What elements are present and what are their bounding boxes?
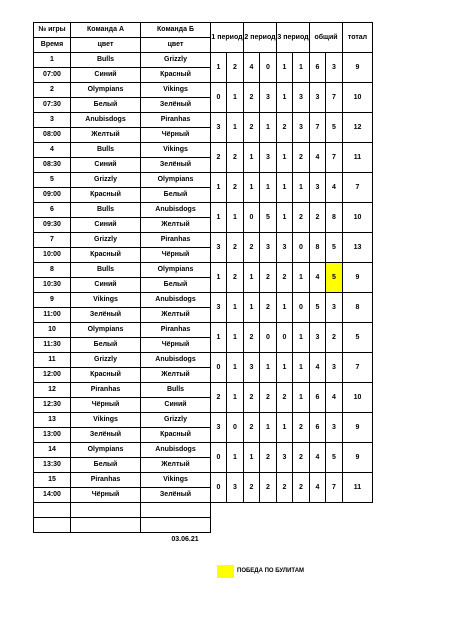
team-b-name: Anubisdogs: [141, 293, 211, 308]
game-row: [34, 413, 373, 428]
team-b-name: Bulls: [141, 383, 211, 398]
score-cell: 3: [227, 473, 244, 503]
score-cell: 2: [293, 203, 310, 233]
game-total: 11: [343, 143, 373, 173]
score-cell: 0: [211, 353, 227, 383]
score-cell: 1: [211, 173, 227, 203]
game-row: [34, 293, 373, 308]
team-b-color: Желтый: [141, 458, 211, 473]
team-a-color: Чёрный: [71, 398, 141, 413]
team-a-name: Olympians: [71, 323, 141, 338]
team-a-color: Красный: [71, 188, 141, 203]
game-total: 7: [343, 353, 373, 383]
score-cell: 5: [326, 443, 343, 473]
score-cell: 2: [260, 473, 277, 503]
score-cell: 3: [293, 83, 310, 113]
game-row: [34, 173, 373, 188]
score-cell: 2: [227, 233, 244, 263]
score-cell: 4: [326, 173, 343, 203]
score-cell: 1: [260, 113, 277, 143]
score-cell: 1: [277, 203, 293, 233]
team-a-color: Синий: [71, 278, 141, 293]
game-time: 07:30: [34, 98, 71, 113]
game-row: [34, 113, 373, 128]
game-row: [34, 263, 373, 278]
score-cell: 3: [310, 323, 326, 353]
score-cell: 3: [326, 413, 343, 443]
score-cell: 0: [293, 233, 310, 263]
game-row: [34, 53, 373, 68]
team-a-color: Белый: [71, 458, 141, 473]
game-total: 9: [343, 413, 373, 443]
score-cell: 1: [227, 353, 244, 383]
score-cell: 1: [211, 53, 227, 83]
team-b-color: Белый: [141, 188, 211, 203]
empty-row: [34, 503, 373, 518]
score-cell: 3: [310, 83, 326, 113]
score-cell: 2: [310, 203, 326, 233]
header-period-1: 1 период: [211, 23, 244, 53]
team-a-name: Piranhas: [71, 383, 141, 398]
game-number: 12: [34, 383, 71, 398]
score-cell: 1: [277, 53, 293, 83]
game-number: 4: [34, 143, 71, 158]
score-cell: 3: [260, 233, 277, 263]
team-a-name: Bulls: [71, 53, 141, 68]
score-cell: 0: [277, 323, 293, 353]
score-cell: 2: [277, 113, 293, 143]
score-cell: 1: [277, 293, 293, 323]
score-cell: 5: [260, 203, 277, 233]
team-b-name: Vikings: [141, 83, 211, 98]
score-cell: 1: [277, 353, 293, 383]
team-b-name: Anubisdogs: [141, 353, 211, 368]
header-row-1: [34, 23, 373, 38]
team-b-name: Vikings: [141, 473, 211, 488]
game-time: 12:00: [34, 368, 71, 383]
game-total: 9: [343, 263, 373, 293]
team-a-name: Vikings: [71, 293, 141, 308]
team-a-color: Синий: [71, 158, 141, 173]
score-cell: 1: [277, 413, 293, 443]
score-cell: 6: [310, 383, 326, 413]
game-time: 08:30: [34, 158, 71, 173]
score-cell: 2: [293, 473, 310, 503]
score-cell: 0: [211, 473, 227, 503]
score-cell: 1: [211, 323, 227, 353]
game-number: 14: [34, 443, 71, 458]
game-row: [34, 233, 373, 248]
game-time: 09:30: [34, 218, 71, 233]
header-color-b: цвет: [141, 38, 211, 53]
team-a-name: Grizzly: [71, 353, 141, 368]
game-total: 10: [343, 83, 373, 113]
score-cell: 5: [310, 293, 326, 323]
score-cell: 1: [260, 353, 277, 383]
game-time: 12:30: [34, 398, 71, 413]
score-cell: 1: [211, 203, 227, 233]
score-cell: 1: [244, 293, 260, 323]
game-row: [34, 203, 373, 218]
header-game-no: № игры: [34, 23, 71, 38]
score-cell: 3: [277, 233, 293, 263]
game-number: 13: [34, 413, 71, 428]
score-cell: 7: [326, 473, 343, 503]
team-b-color: Зелёный: [141, 158, 211, 173]
team-b-name: Olympians: [141, 263, 211, 278]
score-cell: 2: [260, 293, 277, 323]
team-b-color: Чёрный: [141, 128, 211, 143]
schedule-table: [33, 22, 373, 533]
team-a-color: Синий: [71, 68, 141, 83]
score-cell: 0: [211, 83, 227, 113]
header-color-a: цвет: [71, 38, 141, 53]
score-cell: 1: [293, 263, 310, 293]
score-cell: 7: [326, 83, 343, 113]
score-cell: 0: [244, 203, 260, 233]
game-number: 10: [34, 323, 71, 338]
score-cell: 2: [244, 473, 260, 503]
game-time: 14:00: [34, 488, 71, 503]
score-cell: 1: [244, 263, 260, 293]
score-cell: 2: [260, 443, 277, 473]
score-cell: 2: [227, 173, 244, 203]
score-cell: 7: [326, 143, 343, 173]
score-cell: 1: [293, 383, 310, 413]
score-cell: 2: [227, 143, 244, 173]
game-time: 13:00: [34, 428, 71, 443]
team-b-name: Anubisdogs: [141, 443, 211, 458]
score-cell: 3: [211, 113, 227, 143]
score-cell: 1: [293, 323, 310, 353]
score-cell: 2: [293, 443, 310, 473]
score-cell: 1: [277, 143, 293, 173]
score-cell: 4: [310, 443, 326, 473]
team-b-color: Чёрный: [141, 248, 211, 263]
team-b-name: Vikings: [141, 143, 211, 158]
score-cell: 2: [244, 113, 260, 143]
team-a-color: Белый: [71, 98, 141, 113]
game-time: 09:00: [34, 188, 71, 203]
team-b-color: Красный: [141, 68, 211, 83]
score-cell: 4: [310, 473, 326, 503]
team-b-name: Olympians: [141, 173, 211, 188]
header-team-a: Команда А: [71, 23, 141, 38]
score-cell: 1: [227, 113, 244, 143]
score-cell: 0: [211, 443, 227, 473]
empty-cell: [71, 518, 141, 533]
score-cell: 3: [326, 53, 343, 83]
team-a-color: Желтый: [71, 128, 141, 143]
team-b-color: Зелёный: [141, 488, 211, 503]
team-a-name: Bulls: [71, 203, 141, 218]
score-cell: 3: [211, 293, 227, 323]
team-b-name: Anubisdogs: [141, 203, 211, 218]
score-cell: 3: [211, 233, 227, 263]
score-cell: 3: [310, 173, 326, 203]
score-cell: 2: [277, 263, 293, 293]
team-a-color: Красный: [71, 368, 141, 383]
score-cell: 2: [244, 323, 260, 353]
score-cell: 3: [211, 413, 227, 443]
score-cell: 0: [227, 413, 244, 443]
game-total: 11: [343, 473, 373, 503]
team-b-color: Красный: [141, 428, 211, 443]
score-cell: 1: [227, 443, 244, 473]
team-b-name: Grizzly: [141, 413, 211, 428]
score-cell: 6: [310, 53, 326, 83]
team-a-name: Olympians: [71, 443, 141, 458]
score-cell: 8: [326, 203, 343, 233]
empty-cell: [141, 503, 211, 518]
game-number: 9: [34, 293, 71, 308]
score-cell: 7: [310, 113, 326, 143]
game-total: 8: [343, 293, 373, 323]
game-number: 5: [34, 173, 71, 188]
team-b-color: Зелёный: [141, 98, 211, 113]
game-total: 13: [343, 233, 373, 263]
score-cell: 1: [277, 173, 293, 203]
header-team-b: Команда Б: [141, 23, 211, 38]
game-row: [34, 353, 373, 368]
team-a-color: Белый: [71, 338, 141, 353]
team-a-color: Синий: [71, 218, 141, 233]
score-cell: 2: [244, 83, 260, 113]
team-b-name: Piranhas: [141, 113, 211, 128]
score-cell: 3: [260, 143, 277, 173]
score-cell: 3: [326, 353, 343, 383]
score-cell: 1: [293, 53, 310, 83]
score-cell: 5: [326, 113, 343, 143]
score-cell: 2: [293, 143, 310, 173]
game-time: 13:30: [34, 458, 71, 473]
score-cell: 1: [227, 383, 244, 413]
game-time: 11:00: [34, 308, 71, 323]
score-cell: 2: [244, 233, 260, 263]
score-cell: 0: [293, 293, 310, 323]
game-time: 10:30: [34, 278, 71, 293]
score-cell: 1: [211, 263, 227, 293]
score-cell: 5: [326, 233, 343, 263]
score-cell: 1: [227, 83, 244, 113]
game-row: [34, 323, 373, 338]
empty-cell: [141, 518, 211, 533]
score-cell: 1: [227, 323, 244, 353]
game-number: 1: [34, 53, 71, 68]
team-b-color: Чёрный: [141, 338, 211, 353]
game-time: 08:00: [34, 128, 71, 143]
team-a-name: Bulls: [71, 263, 141, 278]
team-b-color: Желтый: [141, 368, 211, 383]
score-cell: 6: [310, 413, 326, 443]
score-cell: 1: [227, 203, 244, 233]
score-cell: 2: [244, 383, 260, 413]
score-cell: 1: [293, 173, 310, 203]
score-cell: 2: [244, 413, 260, 443]
team-b-color: Желтый: [141, 218, 211, 233]
team-a-color: Чёрный: [71, 488, 141, 503]
team-a-color: Красный: [71, 248, 141, 263]
score-cell: 3: [277, 443, 293, 473]
score-cell: 2: [211, 383, 227, 413]
score-cell: 1: [227, 293, 244, 323]
header-time: Время: [34, 38, 71, 53]
game-number: 7: [34, 233, 71, 248]
game-number: 2: [34, 83, 71, 98]
score-cell: 1: [244, 443, 260, 473]
team-a-name: Bulls: [71, 143, 141, 158]
game-total: 9: [343, 443, 373, 473]
schedule-body: [34, 23, 373, 533]
game-total: 10: [343, 383, 373, 413]
game-row: [34, 443, 373, 458]
score-cell: 3: [326, 293, 343, 323]
score-cell: 2: [227, 53, 244, 83]
team-b-color: Синий: [141, 398, 211, 413]
game-total: 7: [343, 173, 373, 203]
score-cell: 2: [326, 323, 343, 353]
header-period-3: 3 период: [277, 23, 310, 53]
score-cell: 4: [244, 53, 260, 83]
empty-cell: [34, 518, 71, 533]
legend-label: ПОБЕДА ПО БУЛИТАМ: [237, 568, 305, 574]
team-a-color: Зелёный: [71, 308, 141, 323]
game-row: [34, 473, 373, 488]
team-b-name: Grizzly: [141, 53, 211, 68]
team-b-color: Желтый: [141, 308, 211, 323]
legend-swatch: [217, 565, 234, 578]
team-a-name: Anubisdogs: [71, 113, 141, 128]
score-cell: 3: [260, 83, 277, 113]
score-cell: 4: [310, 353, 326, 383]
game-time: 07:00: [34, 68, 71, 83]
score-cell: 4: [310, 143, 326, 173]
score-cell: 1: [260, 413, 277, 443]
score-cell: 1: [293, 353, 310, 383]
game-time: 11:30: [34, 338, 71, 353]
team-a-name: Vikings: [71, 413, 141, 428]
score-cell: 2: [293, 413, 310, 443]
score-cell: 2: [260, 383, 277, 413]
score-cell: 0: [260, 323, 277, 353]
game-number: 11: [34, 353, 71, 368]
team-b-name: Piranhas: [141, 233, 211, 248]
header-total: общий: [310, 23, 343, 53]
game-number: 3: [34, 113, 71, 128]
score-cell: 8: [310, 233, 326, 263]
empty-cell: [34, 503, 71, 518]
score-cell: 2: [277, 473, 293, 503]
schedule-date: 03.06.21: [171, 536, 199, 543]
game-number: 6: [34, 203, 71, 218]
score-cell: 1: [244, 173, 260, 203]
team-b-name: Piranhas: [141, 323, 211, 338]
game-number: 15: [34, 473, 71, 488]
team-a-color: Зелёный: [71, 428, 141, 443]
team-b-color: Белый: [141, 278, 211, 293]
game-row: [34, 383, 373, 398]
score-cell: 0: [260, 53, 277, 83]
game-total: 5: [343, 323, 373, 353]
game-time: 10:00: [34, 248, 71, 263]
game-total: 12: [343, 113, 373, 143]
score-cell: 2: [211, 143, 227, 173]
game-number: 8: [34, 263, 71, 278]
team-a-name: Piranhas: [71, 473, 141, 488]
score-cell: 2: [277, 383, 293, 413]
score-cell: 5: [326, 263, 343, 293]
team-a-name: Grizzly: [71, 173, 141, 188]
score-cell: 3: [244, 353, 260, 383]
score-cell: 2: [260, 263, 277, 293]
score-cell: 1: [277, 83, 293, 113]
score-cell: 4: [326, 383, 343, 413]
header-total2: тотал: [343, 23, 373, 53]
score-cell: 1: [260, 173, 277, 203]
empty-cell: [71, 503, 141, 518]
empty-row-sub: [34, 518, 373, 533]
game-total: 9: [343, 53, 373, 83]
score-cell: 4: [310, 263, 326, 293]
score-cell: 1: [244, 143, 260, 173]
score-cell: 3: [293, 113, 310, 143]
game-row: [34, 83, 373, 98]
header-period-2: 2 период: [244, 23, 277, 53]
team-a-name: Grizzly: [71, 233, 141, 248]
team-a-name: Olympians: [71, 83, 141, 98]
game-row: [34, 143, 373, 158]
score-cell: 2: [227, 263, 244, 293]
game-total: 10: [343, 203, 373, 233]
